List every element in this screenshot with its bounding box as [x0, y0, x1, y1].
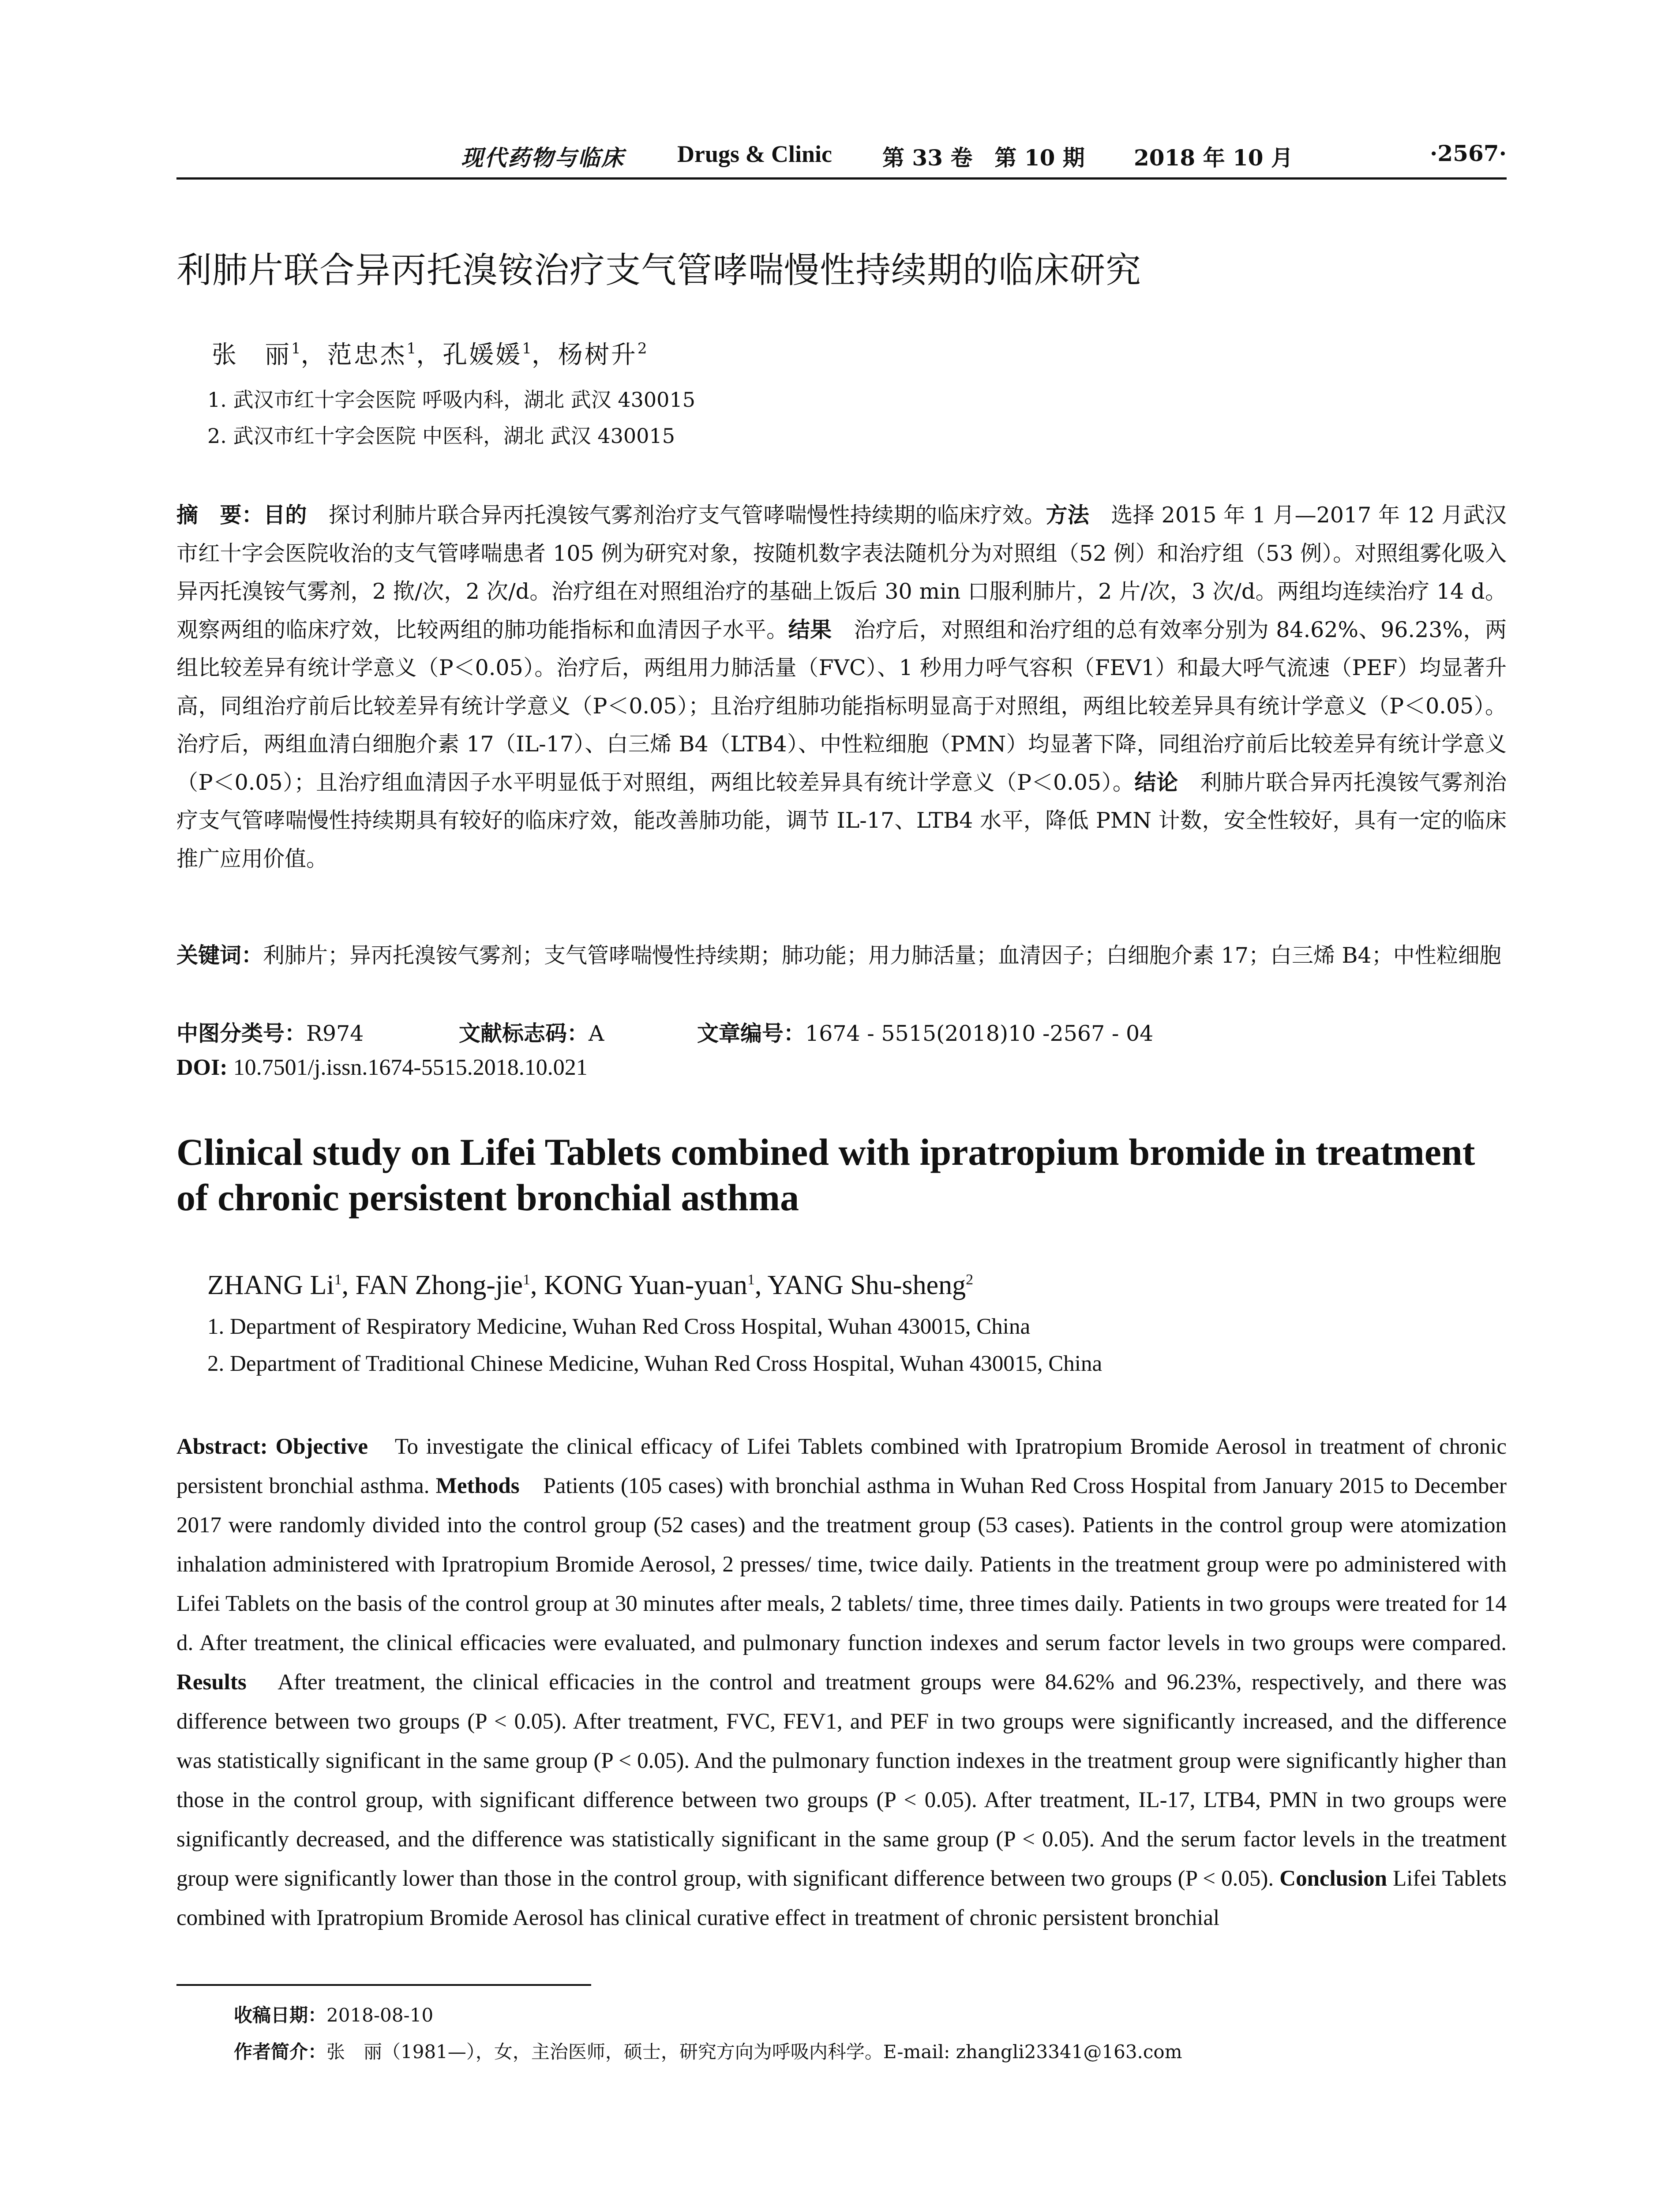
received-label: 收稿日期： — [234, 2004, 327, 2026]
author-en: YANG Shu-sheng — [767, 1270, 966, 1300]
clc-field — [176, 1017, 364, 1047]
objective-text-en: To investigate the clinical efficacy of Lifei Tablets combined with Ipratropium Bromide Aerosol in treatment of chronic persistent bronchial asthma. — [176, 1434, 1507, 1498]
author-affiliation-mark: 1 — [522, 340, 532, 357]
received-value: 2018-08-10 — [326, 2004, 434, 2026]
abstract-en — [176, 1427, 1507, 1938]
author-bio-note — [234, 2037, 1182, 2064]
results-text-en: After treatment, the clinical efficacies in the control and treatment groups were 84.62% and 96.23%, respectively, and there was difference between two groups (P < 0.05). After treatment, FVC, FEV1, and PEF in two groups were significantly increased, and the difference was statistically significant in the same group (P < 0.05). And the pulmonary function indexes in the treatment group were significantly higher than those in the control group, with significant difference between two groups (P < 0.05). After treatment, IL-17, LTB4, PMN in two groups were significantly decreased, and the difference was statistically significant in the same group (P < 0.05). And the serum factor levels in the treatment group were significantly lower than those in the control group, with significant difference between two groups (P < 0.05). — [176, 1670, 1507, 1891]
author-bio-label: 作者简介： — [234, 2041, 327, 2063]
author-affiliation-mark: 2 — [966, 1272, 974, 1288]
doc-code-field — [459, 1017, 604, 1047]
objective-text-cn: 探讨利肺片联合异丙托溴铵气雾剂治疗支气管哮喘慢性持续期的临床疗效。 — [328, 503, 1046, 528]
results-label-cn: 结果 — [788, 617, 832, 642]
conclusion-label-cn: 结论 — [1134, 769, 1178, 795]
author-affiliation-mark: 2 — [637, 340, 647, 357]
running-header — [176, 140, 1507, 176]
author-en: FAN Zhong-jie — [355, 1270, 523, 1300]
abstract-cn-label: 摘 要： — [176, 503, 264, 528]
article-no-field — [697, 1017, 1153, 1047]
methods-label-en: Methods — [435, 1474, 520, 1498]
objective-label-cn: 目的 — [263, 503, 307, 528]
methods-label-cn: 方法 — [1046, 503, 1090, 528]
author-en: ZHANG Li — [207, 1270, 334, 1300]
received-date-note — [234, 2001, 433, 2027]
issue-date: 2018 年 10 月 — [1134, 145, 1293, 171]
keywords-label: 关键词： — [176, 943, 263, 968]
author-affiliation-mark: 1 — [406, 340, 416, 357]
doc-code-value: A — [589, 1021, 604, 1046]
doi-value: 10.7501/j.issn.1674-5515.2018.10.021 — [233, 1055, 588, 1080]
methods-text-en: Patients (105 cases) with bronchial asthma in Wuhan Red Cross Hospital from January 2015 to December 2017 were randomly divided into the control group (52 cases) and the treatment group (53 cases). Patients in the control group were atomization inhalation administered with Ipratropium Bromide Aerosol, 2 presses/ time, twice daily. Patients in the treatment group were po administered with Lifei Tablets on the basis of the control group at 30 minutes after meals, 2 tablets/ time, three times daily. Patients in two groups were treated for 14 d. After treatment, the clinical efficacies were evaluated, and pulmonary function indexes and serum factor levels in two groups were compared. — [176, 1474, 1507, 1655]
author-affiliation-mark: 1 — [523, 1272, 530, 1288]
page-number: ·2567· — [1430, 140, 1507, 166]
affiliation-cn-2: 2. 武汉市红十字会医院 中医科，湖北 武汉 430015 — [207, 424, 675, 448]
author-cn: 杨树升 — [558, 341, 638, 369]
header-rule — [176, 177, 1507, 180]
clc-label: 中图分类号： — [176, 1021, 307, 1046]
author-cn: 张 丽 — [212, 341, 291, 369]
author-affiliation-mark: 1 — [747, 1272, 755, 1288]
methods-text-cn: 选择 2015 年 1 月—2017 年 12 月武汉市红十字会医院收治的支气管哮喘患者 105 例为研究对象，按随机数字表法随机分为对照组（52 例）和治疗组（53 例）。对照组雾化吸入异丙托溴铵气雾剂，2 揿/次，2 次/d。治疗组在对照组治疗的基础上饭后 30 min 口服利肺片，2 片/次，3 次/d。两组均连续治疗 14 d。观察两组的临床疗效，比较两组的肺功能指标和血清因子水平。 — [176, 503, 1507, 642]
results-text-cn: 治疗后，对照组和治疗组的总有效率分别为 84.62%、96.23%，两组比较差异有统计学意义（P＜0.05）。治疗后，两组用力肺活量（FVC）、1 秒用力呼气容积（FEV1）和最大呼气流速（PEF）均显著升高，同组治疗前后比较差异有统计学意义（P＜0.05）；且治疗组肺功能指标明显高于对照组，两组比较差异具有统计学意义（P＜0.05）。治疗后，两组血清白细胞介素 17（IL-17）、白三烯 B4（LTB4）、中性粒细胞（PMN）均显著下降，同组治疗前后比较差异有统计学意义（P＜0.05）；且治疗组血清因子水平明显低于对照组，两组比较差异具有统计学意义（P＜0.05）。 — [176, 617, 1507, 795]
author-affiliation-mark: 1 — [291, 340, 301, 357]
author-cn: 孔媛媛 — [442, 341, 522, 369]
article-no-label: 文章编号： — [697, 1021, 806, 1046]
author-cn: 范忠杰 — [327, 341, 407, 369]
doc-code-label: 文献标志码： — [459, 1021, 589, 1046]
author-en: KONG Yuan-yuan — [544, 1270, 747, 1300]
journal-name-cn: 现代药物与临床 — [461, 145, 625, 171]
keywords-cn — [176, 937, 1507, 975]
affiliation-en-2: 2. Department of Traditional Chinese Medicine, Wuhan Red Cross Hospital, Wuhan 430015, China — [207, 1351, 1102, 1376]
conclusion-label-en: Conclusion — [1279, 1866, 1387, 1891]
title-en: Clinical study on Lifei Tablets combined with ipratropium bromide in treatment of chronic persistent bronchial asthma — [176, 1131, 1475, 1219]
author-affiliation-mark: 1 — [334, 1272, 342, 1288]
clc-value: R974 — [306, 1021, 364, 1046]
authors-en: ZHANG Li$^1$, FAN Zhong-jie$^1$, KONG Yuan-yuan$^1$, YANG Shu-sheng$^2$ — [207, 1270, 974, 1300]
issue-info: 第 33 卷 第 10 期 — [882, 145, 1085, 171]
conclusion-text-en: Lifei Tablets combined with Ipratropium Bromide Aerosol has clinical curative effect in treatment of chronic persistent bronchial — [176, 1866, 1507, 1930]
abstract-en-label: Abstract: Objective — [176, 1434, 368, 1459]
footnote-rule — [176, 1984, 591, 1986]
doi-label: DOI: — [176, 1055, 228, 1080]
keywords-text: 利肺片；异丙托溴铵气雾剂；支气管哮喘慢性持续期；肺功能；用力肺活量；血清因子；白细胞介素 17；白三烯 B4；中性粒细胞 — [263, 943, 1501, 968]
affiliation-en-1: 1. Department of Respiratory Medicine, Wuhan Red Cross Hospital, Wuhan 430015, China — [207, 1314, 1031, 1339]
journal-name-en: Drugs & Clinic — [677, 141, 832, 167]
author-bio-value: 张 丽（1981—），女，主治医师，硕士，研究方向为呼吸内科学。E-mail: zhangli23341@163.com — [326, 2041, 1182, 2063]
title-cn: 利肺片联合异丙托溴铵治疗支气管哮喘慢性持续期的临床研究 — [176, 250, 1141, 291]
affiliation-cn-1: 1. 武汉市红十字会医院 呼吸内科，湖北 武汉 430015 — [207, 388, 695, 412]
results-label-en: Results — [176, 1670, 247, 1695]
article-no-value: 1674 - 5515(2018)10 -2567 - 04 — [805, 1021, 1154, 1046]
abstract-cn — [176, 496, 1507, 878]
authors-cn: 张 丽$^1$，范忠杰$^1$，孔媛媛$^1$，杨树升$^2$ — [212, 340, 647, 369]
doi-line — [176, 1054, 588, 1080]
conclusion-text-cn: 利肺片联合异丙托溴铵气雾剂治疗支气管哮喘慢性持续期具有较好的临床疗效，能改善肺功能，调节 IL-17、LTB4 水平，降低 PMN 计数，安全性较好，具有一定的临床推广应用价值。 — [176, 769, 1507, 871]
